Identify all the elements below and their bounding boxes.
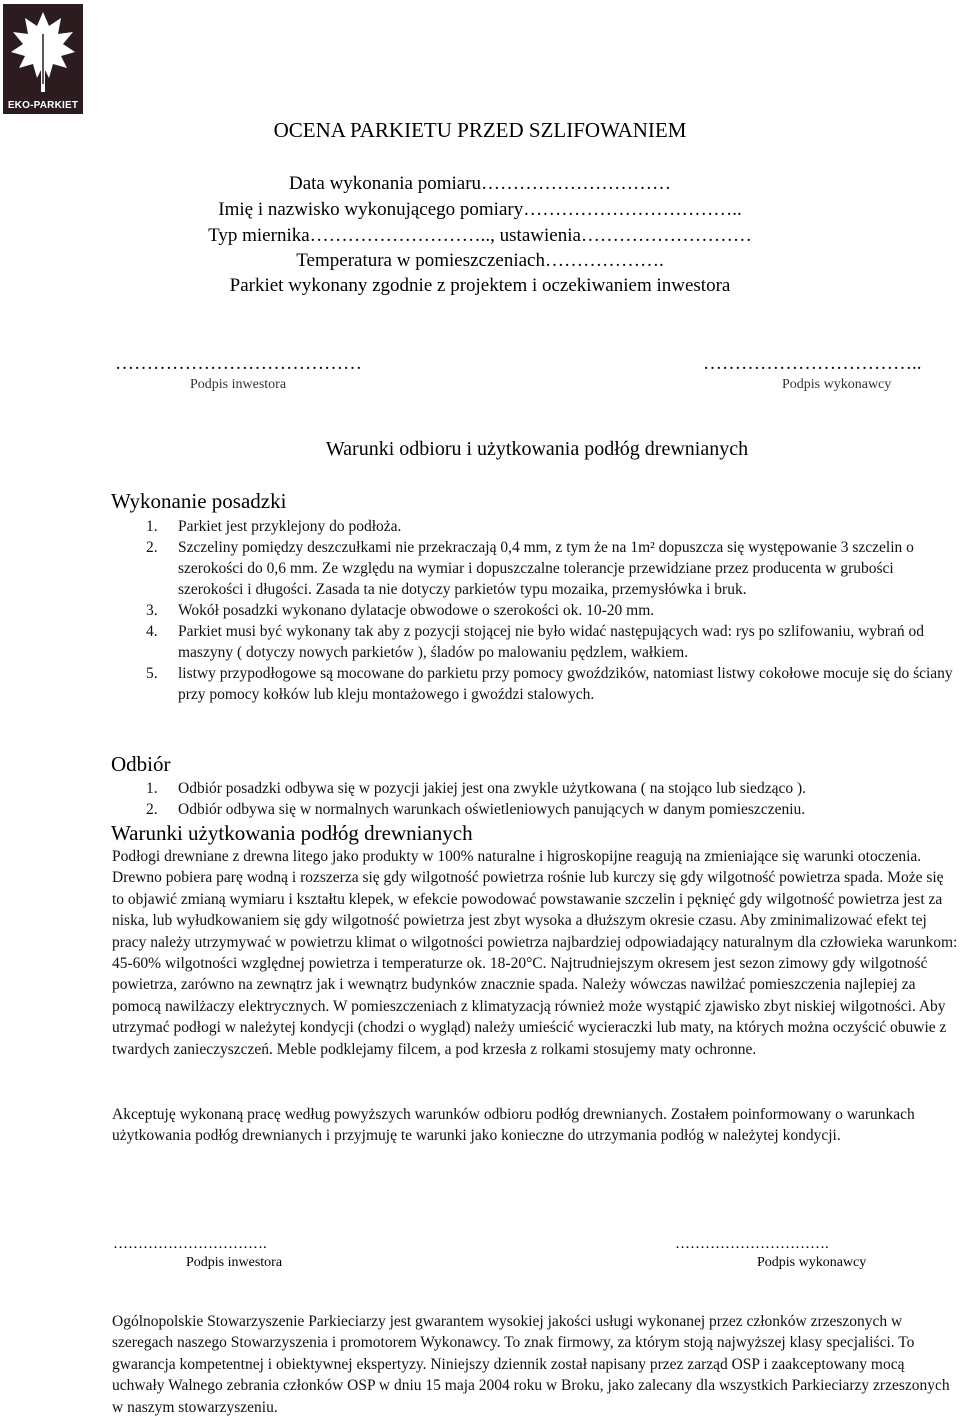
heading-warunki: Warunki użytkowania podłóg drewnianych — [111, 821, 473, 845]
signature-line-contractor-bottom: …………………………. — [675, 1236, 829, 1252]
section-title: Warunki odbioru i użytkowania podłóg drewnianych — [325, 438, 749, 460]
form-line-temperature: Temperatura w pomieszczeniach………………. — [296, 250, 664, 271]
warunki-paragraph: Podłogi drewniane z drewna litego jako produkty w 100% naturalne i higroskopijne reagują na zmieniające się warunki otoczenia. Drewno pobiera parę wodną i rozszerza się gdy wilgotność powietrza rośnie lub kurczy się gdy wilgotność powietrza spada. Może się to objawić zmianą wymiaru i kształtu klepek, w efekcie powodować powstawanie szczelin i pęknięć gdy wilgotność powietrza jest za niska, lub wyłudkowaniem się gdy wilgotność powietrza jest zbyt wysoka a dłuższym okresie czasu. Aby zminimalizować efekt tej pracy należy utrzymywać w powietrzu klimat o wilgotności powietrza najbardziej odpowiadający naturalnym dla człowieka warunkom: 45-60% wilgotności względnej powietrza i temperaturze ok. 18-20°C. Najtrudniejszym okresem jest sezon zimowy gdy wilgotność powietrza, zarówno na zewnątrz jak i wewnątrz budynków znacznie spada. Należy wówczas nawilżać pomieszczenia najlepiej za pomocą nawilżaczy elektrycznych. W pomieszczeniach z klimatyzacją również może wystąpić zjawisko zbyt niskiej wilgotności. Aby utrzymać podłogi w należytej kondycji (chodzi o wygląd) należy umieścić wycieraczki lub maty, na których można oczyścić obuwie z twardych zanieczyszczeń. Meble podklejamy filcem, a pod krzesła z rolkami stosujemy maty ochronne. — [112, 848, 958, 1058]
logo-text: EKO-PARKIET — [7, 100, 79, 111]
form-line-name: Imię i nazwisko wykonującego pomiary…………………………….. — [218, 199, 742, 220]
odbior-list — [110, 778, 955, 820]
list-item: 5. listwy przypodłogowe są mocowane do parkietu przy pomocy gwoździków, natomiast listwy cokołowe mocuje się do ściany przy pomocy kołków lub kleju montażowego i gwoździ stalowych. — [146, 665, 953, 703]
list-item: 1. Odbiór posadzki odbywa się w pozycji jakiej jest ona zwykle użytkowana ( na stojąco lub siedząco ). — [146, 780, 806, 797]
form-line-date: Data wykonania pomiaru………………………… — [288, 173, 672, 194]
acceptance-paragraph: Akceptuję wykonaną pracę według powyższych warunków odbioru podłóg drewnianych. Zostałem poinformowany o warunkach użytkowania podłóg drewnianych i przyjmuję te warunki jako konieczne do utrzymania podłóg w należytej kondycji. — [112, 1106, 915, 1145]
wykonanie-list — [110, 516, 955, 705]
document-title: OCENA PARKIETU PRZED SZLIFOWANIEM — [273, 118, 687, 142]
signature-label-investor-bottom: Podpis inwestora — [186, 1255, 283, 1270]
list-item: 4. Parkiet musi być wykonany tak aby z pozycji stojącej nie było widać następujących wad: rys po szlifowaniu, wybrań od maszyny ( dotyczy nowych parkietów ), śladów po malowaniu pędzlem, wałkiem. — [146, 623, 924, 661]
list-item: 2. Szczeliny pomiędzy deszczułkami nie przekraczają 0,4 mm, z tym że na 1m² dopuszcza się występowanie 3 szczelin o szerokości do 0,6 mm. Ze względu na wymiar i dopuszczalne tolerancje przewidziane przez producenta w grubości szerokości i długości. Zasada ta nie dotyczy parkietów typu mozaika, przemysłówka i bruk. — [146, 539, 914, 598]
signature-label-contractor: Podpis wykonawcy — [782, 377, 892, 392]
signature-line-investor-bottom: …………………………. — [113, 1236, 267, 1252]
list-item: 2. Odbiór odbywa się w normalnych warunkach oświetleniowych panujących w danym pomieszczeniu. — [146, 801, 806, 818]
signature-line-investor: ………………………………… — [115, 353, 362, 374]
heading-odbior: Odbiór — [111, 752, 171, 776]
form-line-conformity: Parkiet wykonany zgodnie z projektem i oczekiwaniem inwestora — [229, 275, 731, 296]
list-item: 3. Wokół posadzki wykonano dylatacje obwodowe o szerokości ok. 10-20 mm. — [146, 602, 655, 619]
signature-label-contractor-bottom: Podpis wykonawcy — [757, 1255, 867, 1270]
leaf-icon — [3, 4, 83, 100]
list-item: 1. Parkiet jest przyklejony do podłoża. — [146, 518, 402, 535]
form-line-meter: Typ miernika……………………….., ustawienia……………………… — [208, 225, 752, 246]
signature-label-investor: Podpis inwestora — [190, 377, 287, 392]
heading-wykonanie: Wykonanie posadzki — [111, 489, 287, 513]
signature-line-contractor: …………………………….. — [703, 353, 922, 374]
eko-parkiet-logo — [3, 4, 83, 114]
footer-text: Ogólnopolskie Stowarzyszenie Parkieciarzy jest gwarantem wysokiej jakości usługi wykonanej przez członków zrzeszonych w szeregach naszego Stowarzyszenia i promotorem Wykonawcy. To znak firmowy, za którym stoją najwyższej klasy specjaliści. To gwarancja kompetentnej i obiektywnej ekspertyzy. Niniejszy dziennik został napisany przez zarząd OSP i zaakceptowany mocą uchwały Walnego zebrania członków OSP w dniu 15 maja 2004 roku w Broku, jako zalecany dla wszystkich Parkieciarzy zrzeszonych w naszym stowarzyszeniu. — [112, 1313, 950, 1416]
